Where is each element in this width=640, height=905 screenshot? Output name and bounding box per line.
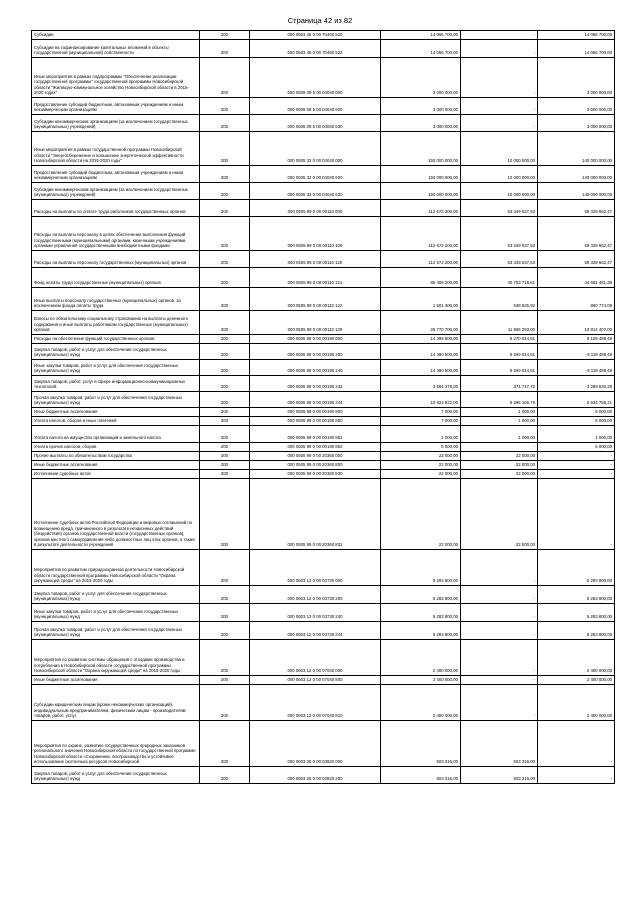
cell-budget-classification-code: 000 0603 12 0 00 07040 800 [250, 676, 381, 685]
cell-line-code: 200 [200, 622, 250, 640]
cell-line-code: 200 [200, 335, 250, 344]
cell-approved-amount: 150 000 000,00 [381, 132, 461, 166]
cell-executed-amount: - [461, 622, 538, 640]
cell-executed-amount: 503 316,00 [461, 721, 538, 767]
cell-executed-amount: 10 000 000,00 [461, 132, 538, 166]
cell-name: Закупка товаров, работ и услуг для обеспечения государственных (муниципальных) нужд [32, 586, 200, 604]
cell-budget-classification-code: 000 0505 99 0 00 00110 120 [250, 251, 381, 268]
cell-name: Исполнение судебных актов Российской Федерации и мировых соглашений по возмещению вреда, причиненного в результате незаконных действий (бездействия) органов государственной власти (государственных органов), органов местного самоуправления либо должностных лиц этих органов, а также в результате деятельности учреждений [32, 479, 200, 550]
cell-name: Исполнение судебных актов [32, 470, 200, 479]
cell-approved-amount: 3 000 000,00 [381, 58, 461, 98]
cell-approved-amount: 2 400 000,00 [381, 676, 461, 685]
cell-executed-amount: 22 000,00 [461, 470, 538, 479]
cell-executed-amount: 53 349 537,53 [461, 200, 538, 217]
table-row [32, 251, 615, 268]
cell-unexecuted-amount: - [538, 470, 615, 479]
cell-line-code: 200 [200, 132, 250, 166]
cell-name: Предоставление субсидий бюджетным, автономным учреждениям и иным некоммерческим организациям [32, 166, 200, 183]
cell-budget-classification-code: 000 0505 99 0 00 00190 851 [250, 426, 381, 443]
cell-unexecuted-amount: - [538, 767, 615, 784]
cell-executed-amount: 374 747,72 [461, 376, 538, 392]
cell-name: Иные закупки товаров, работ и услуг для обеспечения государственных (муниципальных) нужд [32, 604, 200, 622]
cell-budget-classification-code: 000 0603 12 0 00 03730 200 [250, 586, 381, 604]
table-row [32, 604, 615, 622]
cell-name: Расходы на выплаты персоналу в целях обеспечения выполнения функций государственными (муниципальными) органами, казенными учреждениями, органами управления государственными внебюджетными фондами [32, 217, 200, 251]
cell-unexecuted-amount: 3 289 630,28 [538, 376, 615, 392]
cell-executed-amount: - [461, 604, 538, 622]
cell-approved-amount: 112 672 200,00 [381, 217, 461, 251]
cell-unexecuted-amount: 3 000 000,00 [538, 98, 615, 115]
cell-approved-amount: 85 405 200,00 [381, 268, 461, 288]
cell-executed-amount: 5 295 166,79 [461, 392, 538, 408]
cell-line-code: 200 [200, 217, 250, 251]
cell-line-code: 200 [200, 426, 250, 443]
cell-line-code: 200 [200, 166, 250, 183]
cell-line-code: 200 [200, 251, 250, 268]
cell-approved-amount: 14 066 700,00 [381, 40, 461, 58]
cell-unexecuted-amount: 9 119 485,49 [538, 360, 615, 376]
cell-unexecuted-amount: 9 119 485,49 [538, 344, 615, 360]
table-row [32, 392, 615, 408]
cell-budget-classification-code: 000 0603 12 0 00 07040 000 [250, 640, 381, 676]
table-row [32, 217, 615, 251]
cell-executed-amount: 10 000 000,00 [461, 183, 538, 200]
table-row [32, 676, 615, 685]
cell-executed-amount: 11 956 293,00 [461, 311, 538, 335]
cell-name: Мероприятия по охране, развитию государственных природных заказников регионального значения Новосибирской области по государственной программе Новосибирской области «Сохранение, воспроизводство и устойчивое использование охотничьих ресурсов Новосибирской [32, 721, 200, 767]
cell-unexecuted-amount: 2 400 000,00 [538, 685, 615, 721]
cell-approved-amount: 22 000,00 [381, 461, 461, 470]
cell-line-code: 200 [200, 31, 250, 40]
cell-budget-classification-code: 000 0505 99 0 00 00190 240 [250, 360, 381, 376]
cell-budget-classification-code: 000 0505 32 0 00 04040 630 [250, 183, 381, 200]
cell-unexecuted-amount: 59 328 662,47 [538, 200, 615, 217]
cell-name: Прочая закупка товаров, работ и услуг для обеспечения государственных (муниципальных) нужд [32, 392, 200, 408]
cell-approved-amount: 150 000 000,00 [381, 183, 461, 200]
cell-name: Субсидии на софинансирование капитальных вложений в объекты государственной (муниципальной) собственности [32, 40, 200, 58]
cell-unexecuted-amount: - [538, 721, 615, 767]
cell-line-code: 200 [200, 58, 250, 98]
cell-name: Субсидии юридическим лицам (кроме некоммерческих организаций), индивидуальным предпринимателям, физическим лицам - производителям товаров, работ, услуг [32, 685, 200, 721]
cell-budget-classification-code: 000 0505 99 0 00 20360 800 [250, 461, 381, 470]
table-row [32, 721, 615, 767]
cell-name: Иные закупки товаров, работ и услуг для обеспечения государственных (муниципальных) нужд [32, 360, 200, 376]
cell-executed-amount: - [461, 40, 538, 58]
cell-name: Субсидии некоммерческим организациям (за исключением государственных (муниципальных) учреждений) [32, 183, 200, 200]
cell-approved-amount: 1 501 300,00 [381, 288, 461, 311]
cell-unexecuted-amount: 5 283 800,00 [538, 604, 615, 622]
cell-unexecuted-amount: 140 000 000,00 [538, 166, 615, 183]
cell-unexecuted-amount: 2 400 000,00 [538, 676, 615, 685]
cell-unexecuted-amount: 59 328 662,47 [538, 217, 615, 251]
cell-executed-amount: 10 000 000,00 [461, 166, 538, 183]
cell-unexecuted-amount: 5 534 755,21 [538, 392, 615, 408]
cell-budget-classification-code: 000 0505 99 0 00 00110 122 [250, 288, 381, 311]
cell-approved-amount: 3 000 000,00 [381, 98, 461, 115]
cell-unexecuted-amount: 2 400 000,00 [538, 640, 615, 676]
cell-approved-amount: 2 000,00 [381, 426, 461, 443]
cell-budget-classification-code: 000 0603 12 0 00 03730 000 [250, 550, 381, 586]
cell-approved-amount: 22 000,00 [381, 452, 461, 461]
cell-line-code: 200 [200, 392, 250, 408]
cell-name: Мероприятия по развитию природоохранной деятельности Новосибирской области государственной программы Новосибирской области "Охрана окружающей среды" на 2015-2020 годы [32, 550, 200, 586]
cell-budget-classification-code: 000 0603 12 0 00 03730 240 [250, 604, 381, 622]
cell-name: Субсидии [32, 31, 200, 40]
table-row [32, 360, 615, 376]
cell-unexecuted-amount: 1 000,00 [538, 426, 615, 443]
cell-unexecuted-amount: 5 283 800,00 [538, 622, 615, 640]
cell-budget-classification-code: 000 0505 99 0 00 00190 244 [250, 392, 381, 408]
table-row [32, 288, 615, 311]
cell-unexecuted-amount: 5 283 800,00 [538, 550, 615, 586]
cell-approved-amount: 112 672 200,00 [381, 200, 461, 217]
cell-line-code: 200 [200, 767, 250, 784]
table-row [32, 685, 615, 721]
cell-unexecuted-amount: 14 066 700,00 [538, 40, 615, 58]
table-row [32, 417, 615, 426]
cell-line-code: 200 [200, 98, 250, 115]
cell-budget-classification-code: 000 0505 99 0 00 20360 000 [250, 452, 381, 461]
cell-approved-amount: 3 000 000,00 [381, 115, 461, 132]
cell-budget-classification-code: 000 0505 99 0 00 00190 852 [250, 443, 381, 452]
cell-budget-classification-code: 000 0505 99 0 00 00190 242 [250, 376, 381, 392]
cell-approved-amount: 5 283 800,00 [381, 586, 461, 604]
cell-budget-classification-code: 000 0505 32 0 00 04040 600 [250, 166, 381, 183]
budget-execution-table [31, 30, 615, 784]
cell-executed-amount: 22 000,00 [461, 461, 538, 470]
cell-budget-classification-code: 000 0505 99 0 00 20360 831 [250, 479, 381, 550]
cell-approved-amount: 5 283 800,00 [381, 550, 461, 586]
cell-budget-classification-code: 000 0503 46 0 00 70460 522 [250, 40, 381, 58]
cell-budget-classification-code: 000 0505 99 0 00 00110 121 [250, 268, 381, 288]
cell-line-code: 200 [200, 461, 250, 470]
cell-budget-classification-code: 000 0505 09 5 00 04040 630 [250, 115, 381, 132]
cell-unexecuted-amount: - [538, 479, 615, 550]
cell-budget-classification-code: 000 0603 25 0 00 03820 000 [250, 721, 381, 767]
cell-approved-amount: 2 400 000,00 [381, 640, 461, 676]
cell-approved-amount: 14 380 500,00 [381, 344, 461, 360]
cell-budget-classification-code: 000 0503 46 0 00 70460 520 [250, 31, 381, 40]
cell-executed-amount: 1 000,00 [461, 426, 538, 443]
cell-executed-amount: - [461, 443, 538, 452]
cell-name: Прочие выплаты по обязательствам государства [32, 452, 200, 461]
page-number-header: Страница 42 из 82 [287, 16, 353, 25]
cell-name: Иные бюджетные ассигнования [32, 408, 200, 417]
cell-approved-amount: 5 283 800,00 [381, 604, 461, 622]
cell-line-code: 200 [200, 268, 250, 288]
cell-approved-amount: 14 066 700,00 [381, 31, 461, 40]
table-row [32, 550, 615, 586]
cell-line-code: 200 [200, 550, 250, 586]
cell-unexecuted-amount: 5 000,00 [538, 443, 615, 452]
cell-budget-classification-code: 000 0505 99 0 00 00110 000 [250, 200, 381, 217]
cell-approved-amount: 150 000 000,00 [381, 166, 461, 183]
table-row [32, 443, 615, 452]
cell-budget-classification-code: 000 0505 32 0 00 04040 000 [250, 132, 381, 166]
cell-unexecuted-amount: 3 000 000,00 [538, 115, 615, 132]
cell-approved-amount: 2 400 000,00 [381, 685, 461, 721]
table-row [32, 344, 615, 360]
cell-budget-classification-code: 000 0505 99 0 00 00190 200 [250, 344, 381, 360]
cell-executed-amount: - [461, 550, 538, 586]
cell-budget-classification-code: 000 0505 99 0 00 00190 850 [250, 417, 381, 426]
cell-approved-amount: 503 316,00 [381, 721, 461, 767]
cell-name: Мероприятия по развитию системы обращения с отходами производства и потребления в Новосибирской области государственной программы Новосибирской области "Охрана окружающей среды" на 2015-2020 годы [32, 640, 200, 676]
cell-line-code: 200 [200, 586, 250, 604]
cell-budget-classification-code: 000 0505 99 0 00 00190 800 [250, 408, 381, 417]
cell-line-code: 200 [200, 417, 250, 426]
table-row [32, 115, 615, 132]
cell-line-code: 200 [200, 470, 250, 479]
cell-line-code: 200 [200, 640, 250, 676]
cell-budget-classification-code: 000 0603 12 0 00 07040 810 [250, 685, 381, 721]
cell-executed-amount: 22 000,00 [461, 479, 538, 550]
cell-name: Закупка товаров, работ и услуг для обеспечения государственных (муниципальных) нужд [32, 767, 200, 784]
cell-executed-amount: - [461, 58, 538, 98]
cell-name: Уплата прочих налогов, сборов [32, 443, 200, 452]
cell-executed-amount: 53 349 537,53 [461, 251, 538, 268]
table-row [32, 640, 615, 676]
table-row [32, 311, 615, 335]
table-row [32, 268, 615, 288]
cell-budget-classification-code: 000 0505 99 0 00 00110 100 [250, 217, 381, 251]
cell-line-code: 200 [200, 604, 250, 622]
cell-name: Иные мероприятия в рамках подпрограммы "Обеспечение реализации государственной программы" государственной программы Новосибирской области "Жилищно-коммунальное хозяйство Новосибирской области в 2015-2020 годах" [32, 58, 200, 98]
table-row [32, 183, 615, 200]
cell-executed-amount: - [461, 98, 538, 115]
cell-name: Расходы на обеспечение функций государственных органов [32, 335, 200, 344]
cell-budget-classification-code: 000 0505 99 0 00 00190 000 [250, 335, 381, 344]
cell-unexecuted-amount: 5 283 800,00 [538, 586, 615, 604]
cell-name: Иные бюджетные ассигнования [32, 676, 200, 685]
cell-executed-amount: 5 269 014,51 [461, 360, 538, 376]
cell-approved-amount: 22 000,00 [381, 470, 461, 479]
cell-line-code: 200 [200, 721, 250, 767]
cell-unexecuted-amount: 6 000,00 [538, 417, 615, 426]
cell-approved-amount: 7 000,00 [381, 408, 461, 417]
cell-name: Расходы на выплаты по оплате труда работников государственных органов [32, 200, 200, 217]
cell-budget-classification-code: 000 0505 09 5 00 04040 600 [250, 98, 381, 115]
cell-approved-amount: 5 000,00 [381, 443, 461, 452]
table-row [32, 470, 615, 479]
cell-executed-amount: - [461, 676, 538, 685]
cell-line-code: 200 [200, 376, 250, 392]
cell-executed-amount: - [461, 31, 538, 40]
cell-line-code: 200 [200, 685, 250, 721]
cell-approved-amount: 7 000,00 [381, 417, 461, 426]
cell-line-code: 200 [200, 676, 250, 685]
cell-approved-amount: 503 316,00 [381, 767, 461, 784]
cell-unexecuted-amount: 140 000 000,00 [538, 183, 615, 200]
cell-executed-amount: - [461, 640, 538, 676]
cell-line-code: 200 [200, 311, 250, 335]
cell-line-code: 200 [200, 408, 250, 417]
cell-approved-amount: 3 664 378,00 [381, 376, 461, 392]
cell-line-code: 200 [200, 288, 250, 311]
cell-line-code: 200 [200, 443, 250, 452]
cell-line-code: 200 [200, 40, 250, 58]
cell-budget-classification-code: 000 0603 25 0 00 03820 200 [250, 767, 381, 784]
table-row [32, 98, 615, 115]
cell-executed-amount: 5 270 014,51 [461, 335, 538, 344]
table-row [32, 461, 615, 470]
table-body [32, 31, 615, 784]
cell-line-code: 200 [200, 452, 250, 461]
cell-name: Субсидии некоммерческим организациям (за исключением государственных (муниципальных) учреждений) [32, 115, 200, 132]
table-row [32, 335, 615, 344]
table-row [32, 408, 615, 417]
table-row [32, 40, 615, 58]
table-row [32, 586, 615, 604]
table-row [32, 426, 615, 443]
cell-line-code: 200 [200, 344, 250, 360]
cell-unexecuted-amount: 3 000 000,00 [538, 58, 615, 98]
cell-line-code: 200 [200, 479, 250, 550]
cell-line-code: 200 [200, 360, 250, 376]
table-row [32, 767, 615, 784]
cell-line-code: 200 [200, 200, 250, 217]
cell-name: Прочая закупка товаров, работ и услуг для обеспечения государственных (муниципальных) нужд [32, 622, 200, 640]
cell-executed-amount: - [461, 685, 538, 721]
cell-unexecuted-amount: 6 000,00 [538, 408, 615, 417]
table-row [32, 31, 615, 40]
cell-approved-amount: 10 824 922,00 [381, 392, 461, 408]
cell-executed-amount: 53 349 537,53 [461, 217, 538, 251]
cell-approved-amount: 25 770 700,00 [381, 311, 461, 335]
cell-unexecuted-amount: 14 066 700,00 [538, 31, 615, 40]
table-row [32, 200, 615, 217]
cell-executed-amount: 5 269 014,51 [461, 344, 538, 360]
table-row [32, 132, 615, 166]
cell-name: Уплата налога на имущество организаций и земельного налога [32, 426, 200, 443]
cell-unexecuted-amount: - [538, 461, 615, 470]
cell-budget-classification-code: 000 0505 09 5 00 04040 000 [250, 58, 381, 98]
cell-approved-amount: 14 395 500,00 [381, 335, 461, 344]
cell-executed-amount: 1 000,00 [461, 408, 538, 417]
cell-executed-amount: 503 316,00 [461, 767, 538, 784]
cell-executed-amount: 1 000,00 [461, 417, 538, 426]
cell-approved-amount: 5 283 800,00 [381, 622, 461, 640]
table-row [32, 58, 615, 98]
cell-unexecuted-amount: 9 125 485,49 [538, 335, 615, 344]
table-row [32, 452, 615, 461]
cell-unexecuted-amount: 13 814 407,00 [538, 311, 615, 335]
cell-name: Уплата налогов, сборов и иных платежей [32, 417, 200, 426]
cell-budget-classification-code: 000 0505 99 0 00 00110 129 [250, 311, 381, 335]
cell-budget-classification-code: 000 0505 99 0 00 20360 830 [250, 470, 381, 479]
cell-executed-amount: 40 753 718,61 [461, 268, 538, 288]
cell-name: Взносы по обязательному социальному страхованию на выплаты денежного содержания и иные выплаты работникам государственных (муниципальных) органов [32, 311, 200, 335]
table-row [32, 622, 615, 640]
cell-line-code: 200 [200, 183, 250, 200]
cell-executed-amount: - [461, 586, 538, 604]
table-row [32, 479, 615, 550]
cell-name: Иные бюджетные ассигнования [32, 461, 200, 470]
cell-approved-amount: 112 672 200,00 [381, 251, 461, 268]
cell-unexecuted-amount: 860 774,08 [538, 288, 615, 311]
cell-name: Расходы на выплаты персоналу государственных (муниципальных) органов [32, 251, 200, 268]
cell-executed-amount: - [461, 115, 538, 132]
cell-unexecuted-amount: - [538, 452, 615, 461]
cell-line-code: 200 [200, 115, 250, 132]
cell-budget-classification-code: 000 0603 12 0 00 03730 244 [250, 622, 381, 640]
cell-executed-amount: 22 000,00 [461, 452, 538, 461]
cell-name: Закупка товаров, работ и услуг для обеспечения государственных (муниципальных) нужд [32, 344, 200, 360]
table-row [32, 376, 615, 392]
cell-name: Фонд оплаты труда государственных (муниципальных) органов [32, 268, 200, 288]
cell-approved-amount: 14 380 500,00 [381, 360, 461, 376]
cell-unexecuted-amount: 44 651 481,39 [538, 268, 615, 288]
cell-name: Иные выплаты персоналу государственных (муниципальных) органов, за исключением фонда оплаты труда [32, 288, 200, 311]
table-row [32, 166, 615, 183]
cell-unexecuted-amount: 140 000 000,00 [538, 132, 615, 166]
cell-name: Предоставление субсидий бюджетным, автономным учреждениям и иным некоммерческим организациям [32, 98, 200, 115]
cell-name: Закупка товаров, работ, услуг в сфере информационно-коммуникационных технологий [32, 376, 200, 392]
cell-executed-amount: 639 525,92 [461, 288, 538, 311]
cell-unexecuted-amount: 59 328 662,47 [538, 251, 615, 268]
cell-approved-amount: 22 000,00 [381, 479, 461, 550]
cell-name: Иные мероприятия в рамках государственной программы Новосибирской области "Энергосбережение и повышение энергетической эффективности Новосибирской области на 2015-2020 годы" [32, 132, 200, 166]
